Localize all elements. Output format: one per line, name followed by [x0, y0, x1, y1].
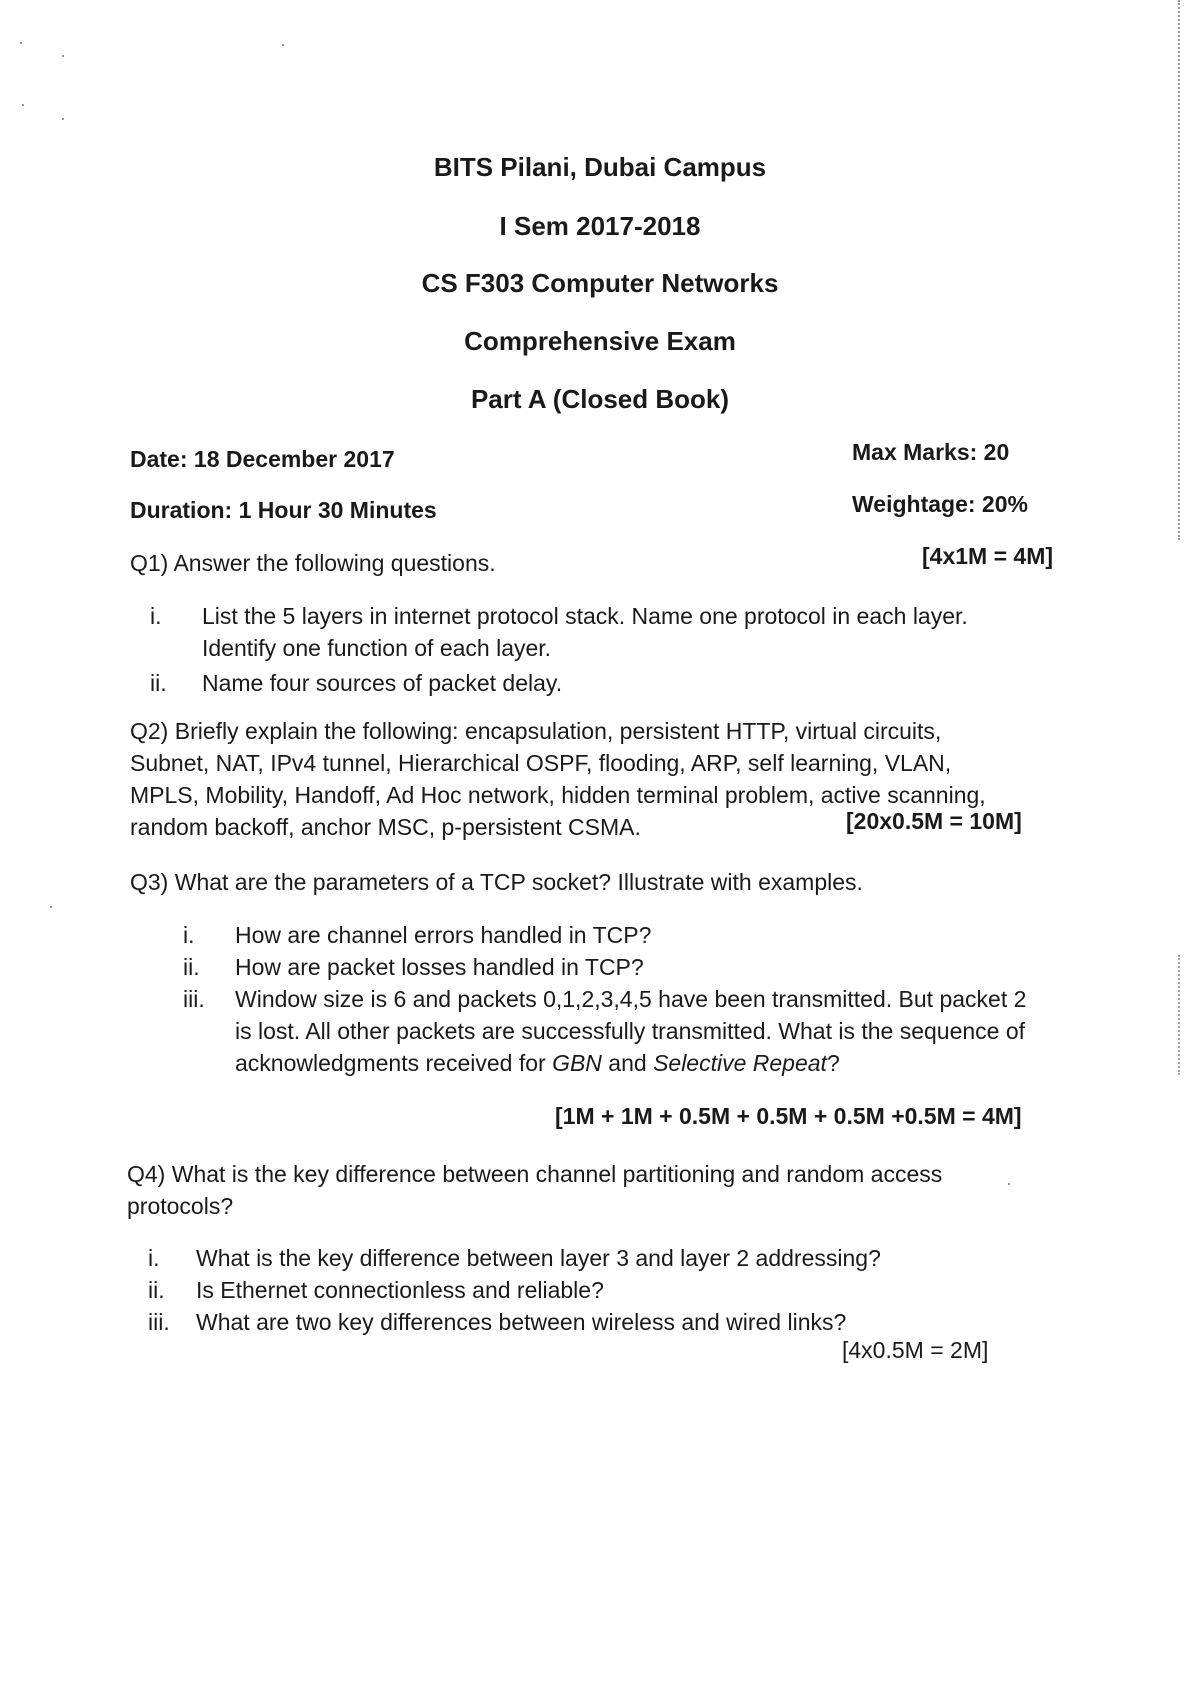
item-number: i.	[183, 922, 195, 948]
q1-text: Q1) Answer the following questions.	[130, 550, 496, 576]
q3-item	[183, 951, 1083, 983]
item-number: i.	[148, 1245, 160, 1271]
q2-line: MPLS, Mobility, Handoff, Ad Hoc network, hidden terminal problem, active scanning,	[130, 782, 986, 808]
semester-title: I Sem 2017-2018	[499, 211, 701, 241]
item-text: Identify one function of each layer.	[202, 635, 552, 661]
scan-speck	[282, 44, 284, 46]
scan-speck	[22, 104, 24, 106]
q2-marks: [20x0.5M = 10M]	[846, 808, 1022, 834]
q4-item	[148, 1274, 1048, 1306]
course-title: CS F303 Computer Networks	[421, 268, 779, 298]
item-text: What are two key differences between wireless and wired links?	[196, 1309, 847, 1335]
item-text: acknowledgments received for	[235, 1050, 553, 1076]
item-number: iii.	[148, 1309, 170, 1335]
q4-line: protocols?	[127, 1193, 234, 1219]
item-text-line	[235, 1047, 840, 1079]
selective-repeat-term: Selective Repeat	[653, 1050, 827, 1076]
item-number: i.	[150, 603, 162, 629]
item-text: What is the key difference between layer 3 and layer 2 addressing?	[196, 1245, 881, 1271]
scan-speck	[1008, 1183, 1010, 1185]
item-text: and	[601, 1050, 654, 1076]
scan-speck	[62, 55, 64, 57]
exam-duration: Duration: 1 Hour 30 Minutes	[130, 497, 437, 523]
item-text: Name four sources of packet delay.	[202, 670, 563, 696]
item-number: ii.	[150, 670, 167, 696]
scan-edge-line	[1178, 955, 1182, 1075]
item-text: is lost. All other packets are successfully transmitted. What is the sequence of	[235, 1018, 1026, 1044]
q4-marks: [4x0.5M = 2M]	[842, 1337, 989, 1363]
q3-text: Q3) What are the parameters of a TCP socket? Illustrate with examples.	[130, 869, 863, 895]
item-number: iii.	[183, 986, 205, 1012]
item-text: ?	[826, 1050, 840, 1076]
q3-marks: [1M + 1M + 0.5M + 0.5M + 0.5M +0.5M = 4M]	[555, 1103, 1022, 1129]
q2-line: Q2) Briefly explain the following: encapsulation, persistent HTTP, virtual circuits,	[130, 718, 942, 744]
q1-item	[150, 667, 1050, 699]
weightage: Weightage: 20%	[852, 491, 1028, 517]
exam-date: Date: 18 December 2017	[130, 446, 395, 472]
q4-item	[148, 1306, 1048, 1338]
q1-marks: [4x1M = 4M]	[922, 543, 1054, 569]
item-text: List the 5 layers in internet protocol stack. Name one protocol in each layer.	[202, 603, 968, 629]
q3-item	[183, 983, 1083, 1079]
item-text: Is Ethernet connectionless and reliable?	[196, 1277, 604, 1303]
q3-item	[183, 919, 1083, 951]
scan-speck	[20, 42, 22, 44]
q2-line: Subnet, NAT, IPv4 tunnel, Hierarchical OSPF, flooding, ARP, self learning, VLAN,	[130, 750, 952, 776]
item-number: ii.	[148, 1277, 165, 1303]
scan-speck	[50, 906, 52, 908]
q4-line: Q4) What is the key difference between channel partitioning and random access	[127, 1161, 943, 1187]
gbn-term: GBN	[552, 1050, 602, 1076]
exam-title: Comprehensive Exam	[464, 326, 736, 356]
max-marks: Max Marks: 20	[852, 439, 1010, 465]
item-text: How are channel errors handled in TCP?	[235, 922, 652, 948]
item-text: Window size is 6 and packets 0,1,2,3,4,5 have been transmitted. But packet 2	[235, 986, 1027, 1012]
q4-item	[148, 1242, 1048, 1274]
institution-title: BITS Pilani, Dubai Campus	[433, 152, 767, 182]
item-text: How are packet losses handled in TCP?	[235, 954, 644, 980]
scan-speck	[62, 118, 64, 120]
item-number: ii.	[183, 954, 200, 980]
q1-item	[150, 600, 1050, 664]
q2-line: random backoff, anchor MSC, p-persistent CSMA.	[130, 814, 641, 840]
part-title: Part A (Closed Book)	[470, 384, 730, 414]
